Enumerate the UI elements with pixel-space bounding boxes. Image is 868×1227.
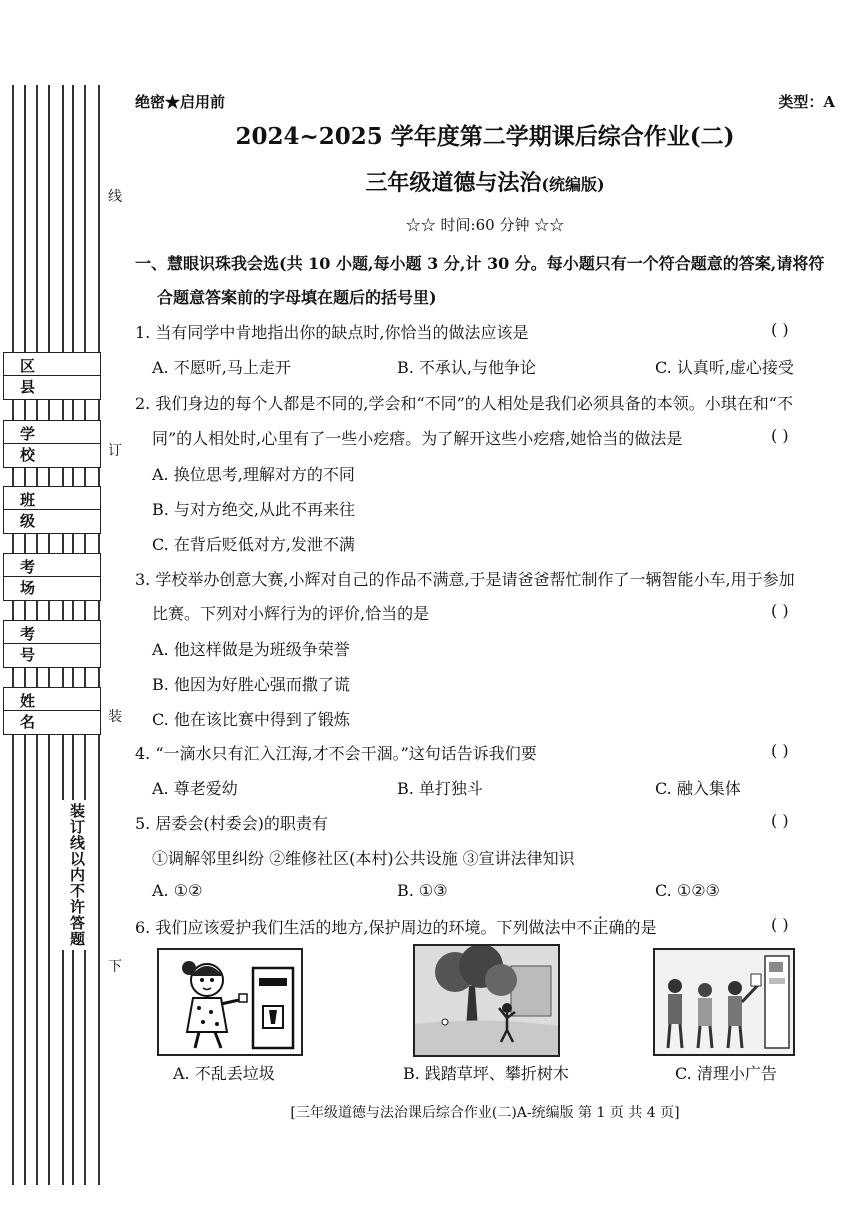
type-label: 类型：A <box>778 93 835 111</box>
question-2-cont: 同”的人相处时,心里有了一些小疙瘩。为了解开这些小疙瘩,她恰当的做法是 <box>152 429 683 448</box>
option-b: B. 与对方绝交,从此不再来往 <box>152 500 356 519</box>
field-label: 考场 <box>20 558 62 597</box>
subject-name: 三年级道德与法治 <box>365 170 542 196</box>
question-6 <box>135 915 656 938</box>
binding-char: 装 <box>108 709 122 725</box>
page-title: 2024~2025 学年度第二学期课后综合作业(二) <box>235 123 735 150</box>
field-divider <box>4 443 100 444</box>
field-divider <box>4 375 100 376</box>
emphasis-text: 不正确 <box>576 918 625 937</box>
question-2: 2. 我们身边的每个人都是不同的,学会和“不同”的人相处是我们必须具备的本领。小琪在和“不 <box>135 394 793 413</box>
binding-char: 订 <box>108 443 122 459</box>
binding-char: 线 <box>108 189 122 205</box>
clean-ads-illustration <box>655 950 793 1054</box>
field-divider <box>4 710 100 711</box>
field-divider <box>4 509 100 510</box>
answer-bracket[interactable]: ( ) <box>771 741 789 760</box>
question-5-items: ①调解邻里纠纷 ②维修社区(本村)公共设施 ③宣讲法律知识 <box>152 849 575 868</box>
caption-c: C. 清理小广告 <box>675 1064 777 1083</box>
binding-char: 下 <box>108 959 122 975</box>
field-label: 学校 <box>20 425 62 464</box>
question-1: 1. 当有同学中肯地指出你的缺点时,你恰当的做法应该是 <box>135 323 529 342</box>
field-exam-room[interactable] <box>3 553 101 601</box>
picture-c-clean-ads[interactable] <box>653 948 795 1056</box>
binding-warning: 装订线以内不许答题 <box>58 800 88 950</box>
option-c: C. 融入集体 <box>655 779 741 798</box>
answer-bracket[interactable]: ( ) <box>771 320 789 339</box>
time-info: ☆☆ 时间:60 分钟 ☆☆ <box>405 216 565 234</box>
question-6-text: 6. 我们应该爱护我们生活的地方,保护周边的环境。下列做法中 <box>135 918 577 937</box>
edition-label: (统编版) <box>541 175 605 194</box>
picture-b-trample-lawn[interactable] <box>413 944 560 1057</box>
option-c: C. 在背后贬低对方,发泄不满 <box>152 535 355 554</box>
field-district[interactable] <box>3 352 101 400</box>
option-c: C. ①②③ <box>655 881 720 900</box>
field-label: 考号 <box>20 625 62 664</box>
field-name[interactable] <box>3 687 101 735</box>
option-b: B. 他因为好胜心强而撒了谎 <box>152 675 350 694</box>
answer-bracket[interactable]: ( ) <box>771 426 789 445</box>
section-instruction: 一、慧眼识珠我会选(共 10 小题,每小题 3 分,计 30 分。每小题只有一个符合题意的答案,请将符 <box>135 254 825 273</box>
trample-lawn-illustration <box>415 946 558 1055</box>
page-footer: [三年级道德与法治课后综合作业(二)A-统编版 第 1 页 共 4 页] <box>290 1105 680 1121</box>
answer-bracket[interactable]: ( ) <box>771 811 789 830</box>
option-b: B. ①③ <box>397 881 448 900</box>
option-b: B. 单打独斗 <box>397 779 483 798</box>
option-b: B. 不承认,与他争论 <box>397 358 537 377</box>
field-school[interactable] <box>3 420 101 468</box>
picture-a-girl-trash[interactable] <box>157 948 303 1056</box>
question-3: 3. 学校举办创意大赛,小辉对自己的作品不满意,于是请爸爸帮忙制作了一辆智能小车,用于参加 <box>135 570 795 589</box>
question-6-text-end: 的是 <box>624 918 657 937</box>
binding-margin <box>0 0 122 1227</box>
girl-trash-illustration <box>159 950 301 1054</box>
field-divider <box>4 576 100 577</box>
question-5: 5. 居委会(村委会)的职责有 <box>135 814 328 833</box>
caption-a: A. 不乱丢垃圾 <box>173 1064 275 1083</box>
section-instruction-cont: 合题意答案前的字母填在题后的括号里) <box>157 288 437 307</box>
question-3-cont: 比赛。下列对小辉行为的评价,恰当的是 <box>152 604 430 623</box>
option-a: A. 不愿听,马上走开 <box>152 358 291 377</box>
option-c: C. 他在该比赛中得到了锻炼 <box>152 710 350 729</box>
option-a: A. ①② <box>152 881 203 900</box>
answer-bracket[interactable]: ( ) <box>771 601 789 620</box>
question-4: 4. “一滴水只有汇入江海,才不会干涸。”这句话告诉我们要 <box>135 744 537 763</box>
field-divider <box>4 643 100 644</box>
secret-label: 绝密★启用前 <box>135 93 226 111</box>
field-class[interactable] <box>3 486 101 534</box>
field-label: 姓名 <box>20 692 62 731</box>
field-exam-number[interactable] <box>3 620 101 668</box>
caption-b: B. 践踏草坪、攀折树木 <box>403 1064 569 1083</box>
field-label: 区县 <box>20 357 62 396</box>
option-c: C. 认真听,虚心接受 <box>655 358 794 377</box>
field-label: 班级 <box>20 491 62 530</box>
subject-title <box>135 166 835 197</box>
option-a: A. 尊老爱幼 <box>152 779 238 798</box>
option-a: A. 他这样做是为班级争荣誉 <box>152 640 350 659</box>
option-a: A. 换位思考,理解对方的不同 <box>152 465 355 484</box>
answer-bracket[interactable]: ( ) <box>771 915 789 934</box>
